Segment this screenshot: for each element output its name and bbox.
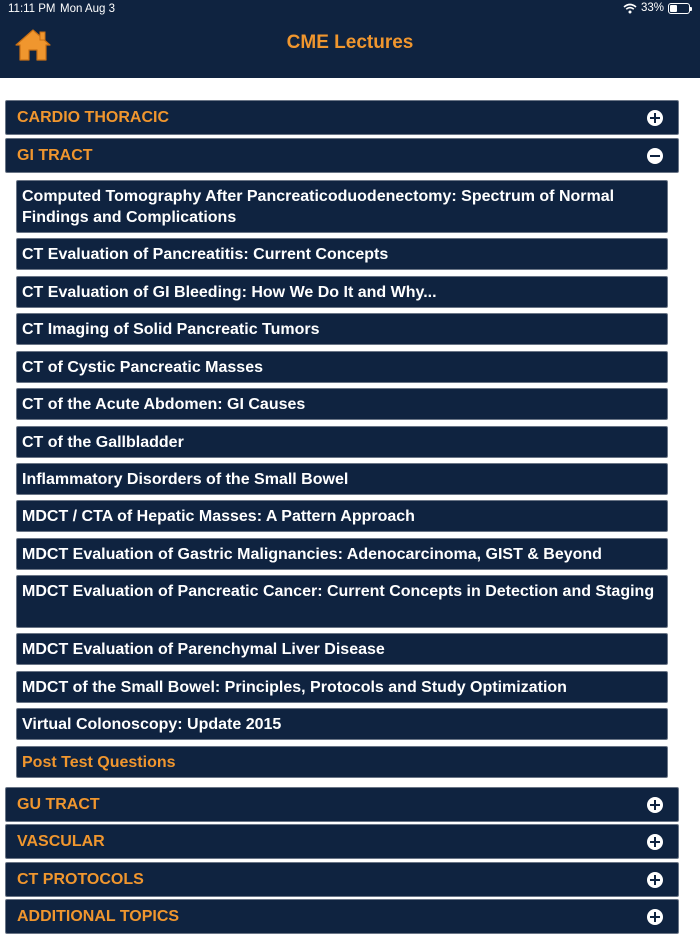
lecture-item[interactable]: Computed Tomography After Pancreaticoduodenectomy: Spectrum of Normal Findings and Complications xyxy=(16,180,668,233)
lecture-item[interactable]: Inflammatory Disorders of the Small Bowel xyxy=(16,463,668,495)
expand-plus-icon[interactable] xyxy=(647,797,663,813)
lecture-item[interactable]: CT Evaluation of GI Bleeding: How We Do It and Why... xyxy=(16,276,668,308)
lecture-item[interactable]: CT Imaging of Solid Pancreatic Tumors xyxy=(16,313,668,345)
lecture-item[interactable]: MDCT / CTA of Hepatic Masses: A Pattern Approach xyxy=(16,500,668,532)
status-bar xyxy=(0,0,700,20)
expand-plus-icon[interactable] xyxy=(647,834,663,850)
lecture-item[interactable]: Virtual Colonoscopy: Update 2015 xyxy=(16,708,668,740)
section-gi-tract[interactable] xyxy=(5,138,679,173)
lecture-item[interactable]: CT Evaluation of Pancreatitis: Current Concepts xyxy=(16,238,668,270)
battery-icon xyxy=(668,3,690,14)
wifi-icon xyxy=(623,3,637,14)
lecture-item[interactable]: MDCT Evaluation of Pancreatic Cancer: Current Concepts in Detection and Staging xyxy=(16,575,668,628)
lecture-item[interactable]: CT of the Acute Abdomen: GI Causes xyxy=(16,388,668,420)
section-label: CARDIO THORACIC xyxy=(17,109,169,126)
lecture-item[interactable]: MDCT of the Small Bowel: Principles, Protocols and Study Optimization xyxy=(16,671,668,703)
status-right xyxy=(623,2,690,14)
status-date: Mon Aug 3 xyxy=(60,3,115,15)
lecture-item[interactable]: CT of Cystic Pancreatic Masses xyxy=(16,351,668,383)
expand-plus-icon[interactable] xyxy=(647,909,663,925)
collapse-minus-icon[interactable] xyxy=(647,148,663,164)
expand-plus-icon[interactable] xyxy=(647,110,663,126)
post-test-questions-item[interactable]: Post Test Questions xyxy=(16,746,668,778)
page-title: CME Lectures xyxy=(286,32,414,53)
status-time: 11:11 PM xyxy=(8,3,56,15)
lecture-item[interactable]: MDCT Evaluation of Gastric Malignancies: Adenocarcinoma, GIST & Beyond xyxy=(16,538,668,570)
navigation-bar xyxy=(0,0,700,78)
section-label: VASCULAR xyxy=(17,833,105,850)
section-vascular[interactable] xyxy=(5,824,679,859)
section-label: ADDITIONAL TOPICS xyxy=(17,908,180,925)
lecture-item[interactable]: CT of the Gallbladder xyxy=(16,426,668,458)
expand-plus-icon[interactable] xyxy=(647,872,663,888)
section-label: CT PROTOCOLS xyxy=(17,871,144,888)
section-additional-topics[interactable] xyxy=(5,899,679,934)
section-gu-tract[interactable] xyxy=(5,787,679,822)
section-label: GU TRACT xyxy=(17,796,100,813)
lecture-item[interactable]: MDCT Evaluation of Parenchymal Liver Disease xyxy=(16,633,668,665)
section-label: GI TRACT xyxy=(17,147,93,164)
battery-percent: 33% xyxy=(640,2,664,14)
section-cardio-thoracic[interactable] xyxy=(5,100,679,135)
section-ct-protocols[interactable] xyxy=(5,862,679,897)
